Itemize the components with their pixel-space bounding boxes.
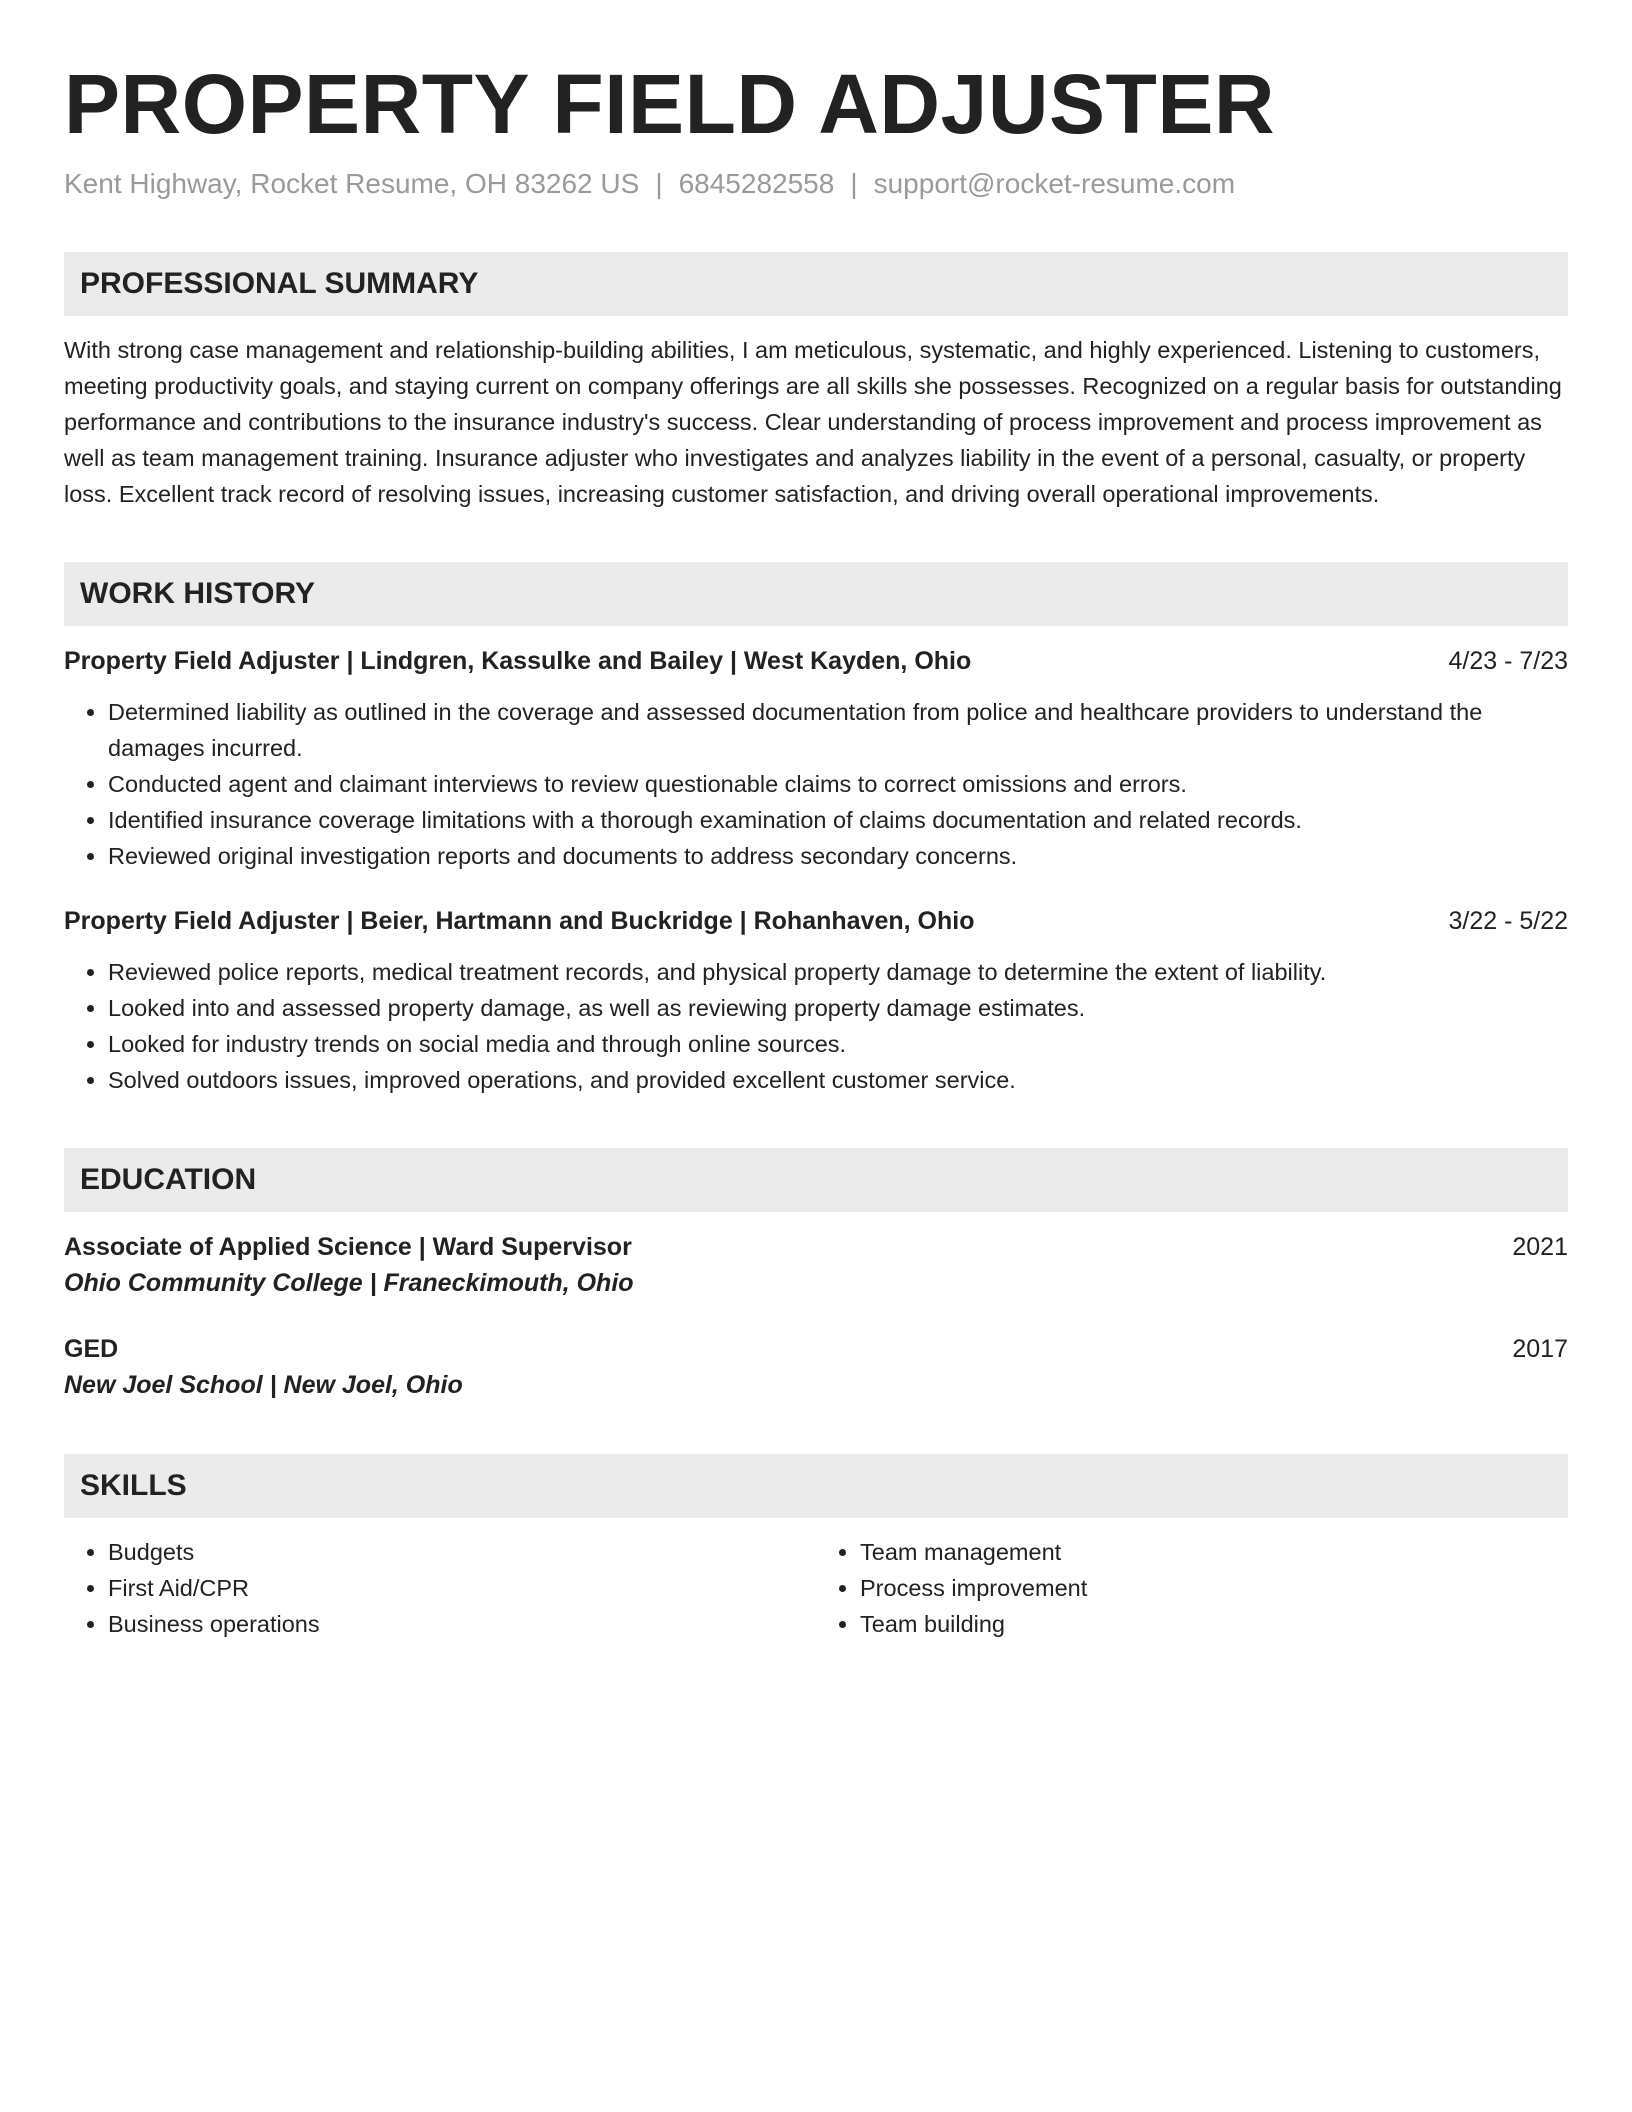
- skills-column-right: [816, 1534, 1568, 1642]
- skills-column-left: [64, 1534, 816, 1642]
- job-bullet: • Determined liability as outlined in the coverage and assessed documentation from police and healthcare providers to understand the damages incurred.: [108, 694, 1568, 766]
- job-bullets: [64, 954, 1568, 1098]
- contact-phone: 6845282558: [678, 168, 835, 200]
- education-school: New Joel School | New Joel, Ohio: [64, 1371, 463, 1400]
- education-year: 2021: [1512, 1233, 1568, 1262]
- job-header: [64, 644, 1568, 678]
- skills-list: [64, 1534, 1568, 1642]
- education-degree: GED: [64, 1335, 119, 1364]
- job-bullet: • Conducted agent and claimant interviews to review questionable claims to correct omissions and errors.: [108, 766, 1568, 802]
- job-dates: 4/23 - 7/23: [1448, 647, 1568, 676]
- contact-separator: |: [850, 168, 858, 200]
- skill-item: • First Aid/CPR: [108, 1570, 816, 1606]
- education-year: 2017: [1512, 1335, 1568, 1364]
- contact-email: support@rocket-resume.com: [873, 168, 1236, 200]
- skill-item: • Team management: [860, 1534, 1568, 1570]
- education-header: [64, 1230, 1568, 1264]
- job-bullets: [64, 694, 1568, 874]
- job-bullet: • Looked for industry trends on social media and through online sources.: [108, 1026, 1568, 1062]
- job-bullet: • Reviewed police reports, medical treatment records, and physical property damage to determine the extent of liability.: [108, 954, 1568, 990]
- job-title: Property Field Adjuster | Lindgren, Kassulke and Bailey | West Kayden, Ohio: [64, 647, 972, 676]
- job-entry: [64, 904, 1568, 1098]
- section-heading-summary: PROFESSIONAL SUMMARY: [64, 252, 1568, 316]
- job-dates: 3/22 - 5/22: [1448, 907, 1568, 936]
- education-degree: Associate of Applied Science | Ward Supervisor: [64, 1233, 632, 1262]
- contact-address: Kent Highway, Rocket Resume, OH 83262 US: [64, 168, 640, 200]
- job-bullet: • Identified insurance coverage limitations with a thorough examination of claims documentation and related records.: [108, 802, 1568, 838]
- education-entry: [64, 1230, 1568, 1302]
- job-entry: [64, 644, 1568, 874]
- contact-separator: |: [655, 168, 663, 200]
- section-heading-education: EDUCATION: [64, 1148, 1568, 1212]
- education-header: [64, 1332, 1568, 1366]
- contact-line: [64, 168, 1568, 200]
- skill-item: • Business operations: [108, 1606, 816, 1642]
- skill-item: • Process improvement: [860, 1570, 1568, 1606]
- job-bullet: • Looked into and assessed property damage, as well as reviewing property damage estimates.: [108, 990, 1568, 1026]
- section-heading-skills: SKILLS: [64, 1454, 1568, 1518]
- skill-item: • Team building: [860, 1606, 1568, 1642]
- job-bullet: • Solved outdoors issues, improved operations, and provided excellent customer service.: [108, 1062, 1568, 1098]
- job-header: [64, 904, 1568, 938]
- job-title: Property Field Adjuster | Beier, Hartmann and Buckridge | Rohanhaven, Ohio: [64, 907, 975, 936]
- job-bullet: • Reviewed original investigation reports and documents to address secondary concerns.: [108, 838, 1568, 874]
- education-entry: [64, 1332, 1568, 1404]
- education-school: Ohio Community College | Franeckimouth, Ohio: [64, 1269, 634, 1298]
- summary-text: With strong case management and relationship-building abilities, I am meticulous, systematic, and highly experienced. Listening to customers, meeting productivity goals, and staying current on company offerings are all skills she possesses. Recognized on a regular basis for outstanding performance and contributions to the insurance industry's success. Clear understanding of process improvement and process improvement as well as team management training. Insurance adjuster who investigates and analyzes liability in the event of a personal, casualty, or property loss. Excellent track record of resolving issues, increasing customer satisfaction, and driving overall operational improvements.: [64, 337, 1562, 508]
- section-heading-work-history: WORK HISTORY: [64, 562, 1568, 626]
- skill-item: • Budgets: [108, 1534, 816, 1570]
- candidate-name: PROPERTY FIELD ADJUSTER: [64, 57, 1276, 151]
